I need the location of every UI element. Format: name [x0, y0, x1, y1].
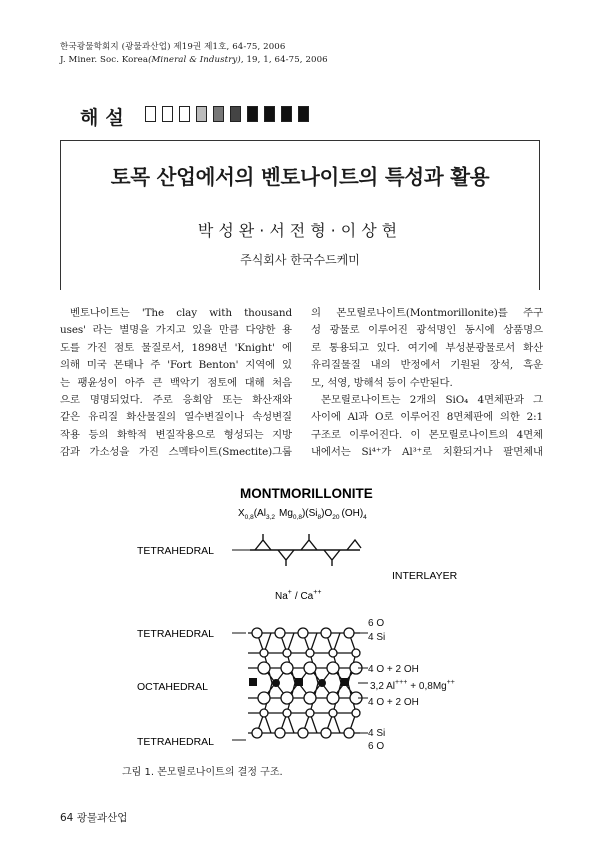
label-tetrahedral-middle: TETRAHEDRAL: [137, 628, 215, 640]
body-line: 모, 석영, 방해석 등이 수반된다.: [311, 376, 453, 389]
body-line: 는 팽윤성이 아주 큰 백악기 점토에 대해 처음: [60, 376, 292, 389]
label-tetrahedral-bottom: TETRAHEDRAL: [137, 736, 215, 748]
decor-box: [179, 106, 190, 122]
decor-box: [298, 106, 309, 122]
body-line: 로 통용되고 있다. 여기에 부성분광물로서 화산: [311, 341, 543, 354]
body-line: 감과 가소성을 가진 스멕타이트(Smectite)그룹: [60, 446, 292, 459]
decor-box: [247, 106, 258, 122]
author-affiliation: 주식회사 한국수드케미: [240, 253, 360, 267]
layer-composition-labels: [358, 618, 455, 752]
decor-box: [145, 106, 156, 122]
body-line: 의해 미국 몬태나 주 'Fort Benton' 지역에 있: [60, 359, 292, 372]
montmorillonite-structure-figure: [120, 478, 490, 768]
article-authors: 박성완·서전형·이상현: [197, 221, 403, 240]
svg-text:6 O: 6 O: [368, 618, 385, 629]
body-line: 작용 등의 화학적 변질작용으로 형성되는 지방: [60, 428, 292, 441]
body-column-left: [60, 305, 292, 462]
svg-text:4 O + 2 OH: 4 O + 2 OH: [368, 664, 419, 675]
decor-box: [162, 106, 173, 122]
svg-text:4 O + 2 OH: 4 O + 2 OH: [368, 697, 419, 708]
svg-text:4 Si: 4 Si: [368, 632, 386, 643]
decor-box: [264, 106, 275, 122]
section-tag: 해설: [80, 107, 131, 129]
body-line: 벤토나이트는 'The clay with thousand: [70, 307, 292, 319]
body-line: 같은 유리질 화산물질의 열수변질이나 속성변질: [60, 411, 292, 424]
figure-formula: $X_{0,8}(Al_{3,2}$ $Mg_{0,8})(Si_8)O_{20}$ $(OH)_4$: [238, 508, 367, 521]
body-line: 내에서는 Si⁴⁺가 Al³⁺로 치환되거나 팔면체내: [311, 446, 543, 459]
label-tetrahedral-top: TETRAHEDRAL: [137, 545, 215, 557]
body-line: 구조로 이루어진다. 이 몬모릴로나이트의 4면체: [311, 428, 543, 441]
body-line: 몬모릴로나이트는 2개의 SiO₄ 4면체판과 그: [321, 394, 543, 407]
body-column-right: [311, 305, 543, 462]
decor-box: [196, 106, 207, 122]
journal-citation: [60, 41, 328, 67]
body-line: 유리질물질 내의 반정에서 기원된 장석, 흑운: [311, 359, 543, 372]
tetrahedral-sheet-top: [250, 534, 361, 566]
article-title: 토목 산업에서의 벤토나이트의 특성과 활용: [110, 165, 490, 189]
svg-text:6 O: 6 O: [368, 741, 385, 752]
body-line: 의 몬모릴로나이트(Montmorillonite)를 주구: [311, 307, 543, 319]
svg-text:4 Si: 4 Si: [368, 728, 386, 739]
decor-box: [213, 106, 224, 122]
section-decor-boxes: [145, 106, 309, 122]
octahedral-cations: [249, 678, 349, 687]
body-line: 사이에 Al과 O로 이루어진 8면체판에 의한 2:1: [311, 411, 543, 424]
decor-box: [230, 106, 241, 122]
interlayer-cations: Na+ / Ca++: [275, 589, 322, 602]
label-octahedral: OCTAHEDRAL: [137, 681, 208, 693]
page-footer: 64 광물과산업: [60, 812, 128, 824]
body-line: 으로 명명되었다. 주로 응회암 또는 화산재와: [60, 394, 292, 407]
label-interlayer: INTERLAYER: [392, 570, 458, 582]
body-line: uses' 라는 별명을 가지고 있을 만큼 다양한 용: [60, 324, 292, 337]
svg-text:3,2 Al++++ 0,8Mg++: 3,2 Al+++ + 0,8Mg++: [370, 679, 455, 692]
figure-heading: MONTMORILLONITE: [240, 486, 373, 501]
body-line: 도를 가진 점토 물질로서, 1898년 'Knight' 에: [60, 341, 292, 354]
decor-box: [281, 106, 292, 122]
figure-caption: 그림 1. 몬모릴로나이트의 결정 구조.: [122, 767, 283, 778]
journal-citation-korean: 한국광물학회지 (광물과산업) 제19권 제1호, 64-75, 2006: [60, 42, 286, 52]
journal-citation-english: J. Miner. Soc. Korea(Mineral & Industry), 19, 1, 64-75, 2006: [60, 55, 328, 65]
body-line: 성 광물로 이루어진 광석명인 동시에 상품명으: [311, 324, 543, 337]
